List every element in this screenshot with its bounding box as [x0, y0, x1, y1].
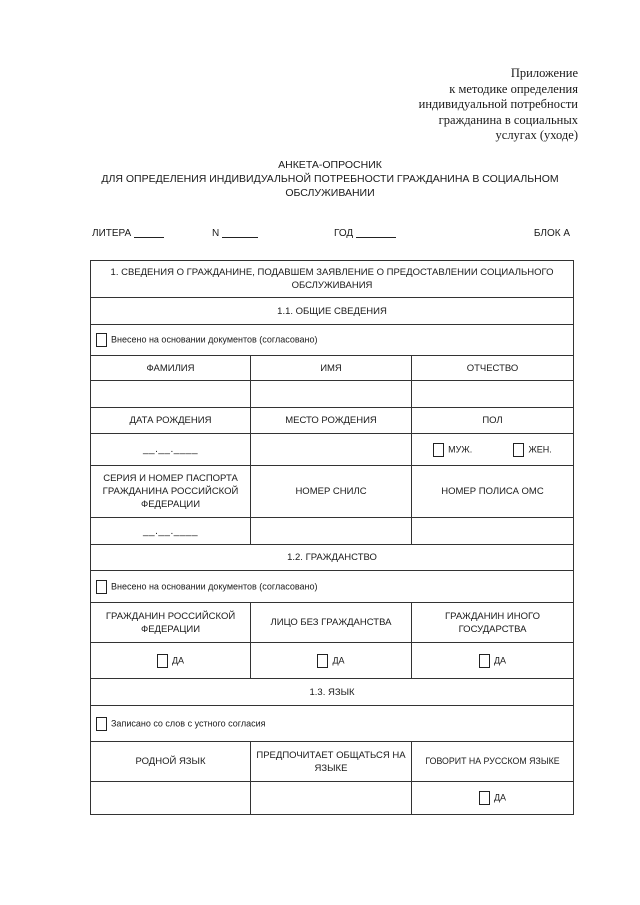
female-checkbox[interactable]: [513, 443, 524, 457]
title-line-3: ОБСЛУЖИВАНИИ: [285, 187, 375, 199]
speaks-russian-checkbox[interactable]: [479, 791, 490, 805]
prefers-language-field[interactable]: [251, 782, 412, 815]
patronymic-field[interactable]: [412, 381, 574, 408]
foreign-citizen-option: [412, 643, 574, 679]
birth-date-header: ДАТА РОЖДЕНИЯ: [91, 408, 251, 434]
snils-field[interactable]: [251, 518, 412, 545]
foreign-citizen-yes: ДА: [493, 655, 507, 665]
block-label: БЛОК А: [533, 228, 570, 239]
sex-header: ПОЛ: [412, 408, 574, 434]
general-docs-row: [91, 325, 574, 356]
rf-citizen-checkbox[interactable]: [157, 654, 168, 668]
sex-options: [412, 434, 574, 466]
rf-citizen-option: [91, 643, 251, 679]
birth-date-placeholder: __.__.____: [142, 444, 199, 455]
number-label: N: [212, 228, 220, 239]
year-blank[interactable]: [356, 228, 396, 238]
stateless-option: [251, 643, 412, 679]
title-line-2: ДЛЯ ОПРЕДЕЛЕНИЯ ИНДИВИДУАЛЬНОЙ ПОТРЕБНОСТИ ГРАЖДАНИНА В СОЦИАЛЬНОМ: [101, 173, 559, 185]
appendix-line: к методике определения: [449, 81, 578, 96]
male-label: МУЖ.: [448, 444, 473, 454]
appendix-line: услугах (уходе): [495, 128, 578, 143]
number-field[interactable]: [212, 228, 219, 239]
name-header: ИМЯ: [251, 356, 412, 381]
female-label: ЖЕН.: [528, 444, 552, 454]
native-language-field[interactable]: [91, 782, 251, 815]
citizenship-docs-note: Внесено на основании документов (согласовано): [111, 581, 318, 591]
general-docs-note: Внесено на основании документов (согласовано): [111, 334, 318, 345]
section-1-heading: 1. СВЕДЕНИЯ О ГРАЖДАНИНЕ, ПОДАВШЕМ ЗАЯВЛЕНИЕ О ПРЕДОСТАВЛЕНИИ СОЦИАЛЬНОГО ОБСЛУЖИВАНИЯ: [91, 261, 574, 298]
year-label: ГОД: [334, 228, 354, 239]
speaks-russian-header: ГОВОРИТ НА РУССКОМ ЯЗЫКЕ: [412, 742, 574, 782]
language-heading: 1.3. ЯЗЫК: [91, 679, 574, 706]
appendix-note: [358, 66, 578, 144]
passport-placeholder: __.__.____: [142, 525, 199, 537]
birth-place-header: МЕСТО РОЖДЕНИЯ: [251, 408, 412, 434]
citizenship-heading: 1.2. ГРАЖДАНСТВО: [91, 545, 574, 571]
appendix-line: индивидуальной потребности: [418, 97, 578, 112]
questionnaire-table: [90, 260, 574, 815]
foreign-citizen-header: ГРАЖДАНИН ИНОГО ГОСУДАРСТВА: [412, 603, 574, 643]
name-field[interactable]: [251, 381, 412, 408]
stateless-checkbox[interactable]: [317, 654, 328, 668]
oms-header: НОМЕР ПОЛИСА ОМС: [412, 466, 574, 518]
speaks-russian-option: [412, 782, 574, 815]
meta-line: [90, 228, 572, 242]
general-info-heading: 1.1. ОБЩИЕ СВЕДЕНИЯ: [91, 298, 574, 325]
litera-blank[interactable]: [134, 228, 164, 238]
passport-field[interactable]: [91, 518, 251, 545]
number-blank[interactable]: [222, 228, 258, 238]
appendix-line: Приложение: [510, 66, 578, 80]
citizenship-docs-row: [91, 571, 574, 603]
birth-place-field[interactable]: [251, 434, 412, 466]
surname-field[interactable]: [91, 381, 251, 408]
birth-date-field[interactable]: [91, 434, 251, 466]
citizenship-docs-checkbox[interactable]: [96, 580, 107, 594]
stateless-header: ЛИЦО БЕЗ ГРАЖДАНСТВА: [251, 603, 412, 643]
snils-header: НОМЕР СНИЛС: [251, 466, 412, 518]
appendix-line: гражданина в социальных: [438, 112, 578, 127]
oms-field[interactable]: [412, 518, 574, 545]
year-field[interactable]: [334, 228, 353, 239]
surname-header: ФАМИЛИЯ: [91, 356, 251, 381]
language-note: Записано со слов с устного согласия: [111, 718, 266, 728]
general-docs-checkbox[interactable]: [96, 333, 107, 347]
stateless-yes: ДА: [332, 655, 345, 665]
rf-citizen-yes: ДА: [171, 655, 185, 665]
language-note-row: [91, 706, 574, 742]
litera-label: ЛИТЕРА: [92, 228, 132, 239]
speaks-russian-yes: ДА: [493, 792, 507, 803]
language-note-checkbox[interactable]: [96, 717, 107, 731]
male-checkbox[interactable]: [433, 443, 444, 457]
document-title: [90, 158, 570, 200]
litera-field[interactable]: [92, 228, 131, 239]
title-line-1: АНКЕТА-ОПРОСНИК: [278, 159, 382, 171]
native-language-header: РОДНОЙ ЯЗЫК: [91, 742, 251, 782]
patronymic-header: ОТЧЕСТВО: [412, 356, 574, 381]
foreign-citizen-checkbox[interactable]: [479, 654, 490, 668]
rf-citizen-header: ГРАЖДАНИН РОССИЙСКОЙ ФЕДЕРАЦИИ: [91, 603, 251, 643]
passport-header: СЕРИЯ И НОМЕР ПАСПОРТА ГРАЖДАНИНА РОССИЙСКОЙ ФЕДЕРАЦИИ: [91, 466, 251, 518]
prefers-language-header: ПРЕДПОЧИТАЕТ ОБЩАТЬСЯ НА ЯЗЫКЕ: [251, 742, 412, 782]
